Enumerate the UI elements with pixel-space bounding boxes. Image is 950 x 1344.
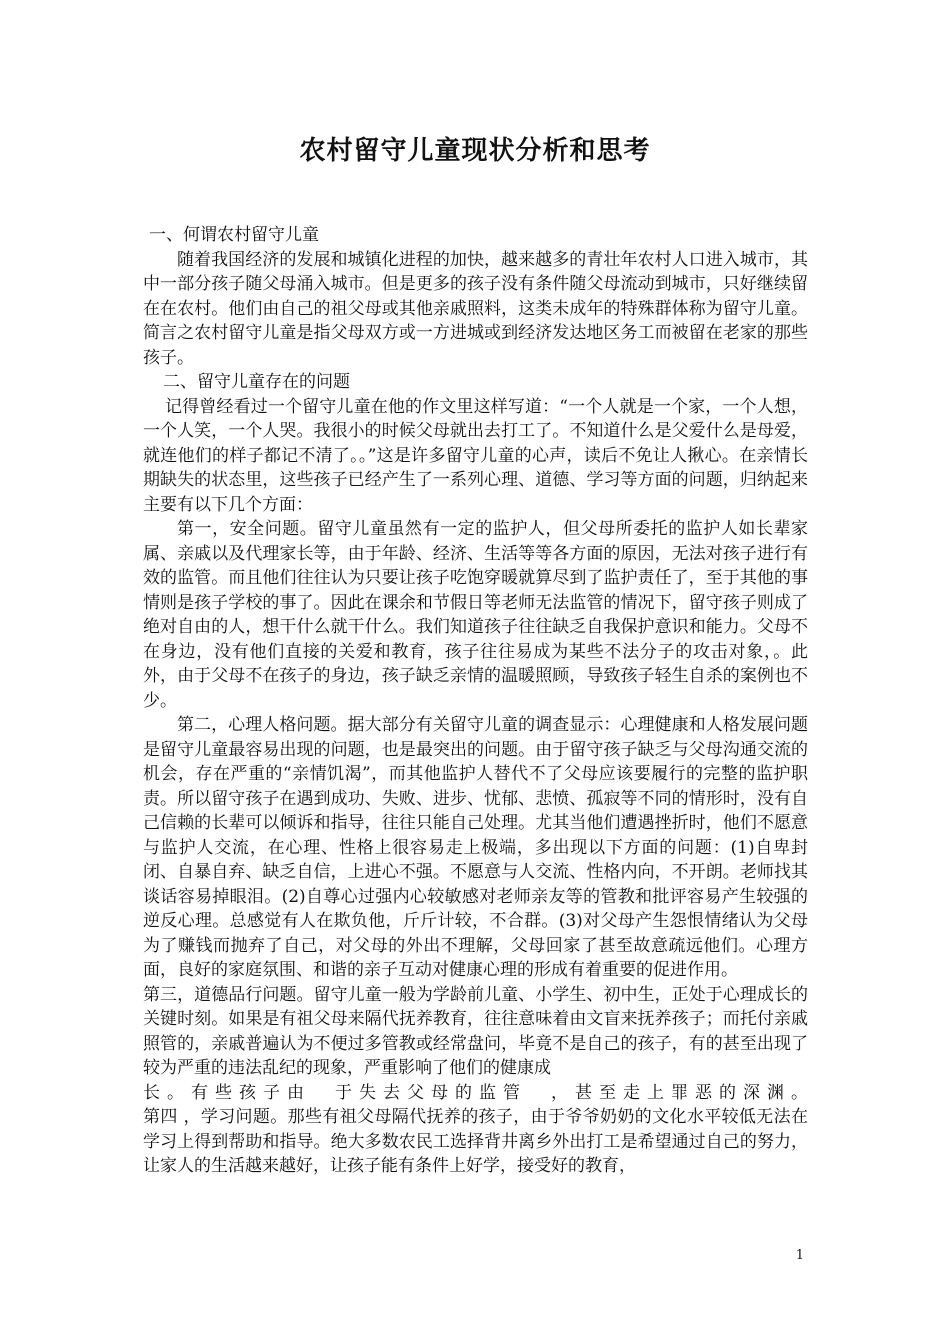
- paragraph-morality: 第三，道德品行问题。留守儿童一般为学龄前儿童、小学生、初中生，正处于心理成长的关键时刻。如果是有祖父母来隔代抚养教育，往往意味着由文盲来抚养孩子；而托付亲戚照管的，亲戚普遍认为不便过多管教或经常盘问，毕竟不是自己的孩子，有的甚至出现了较为严重的违法乱纪的现象，严重影响了他们的健康成: [143, 984, 808, 1078]
- paragraph-safety: 第一，安全问题。留守儿童虽然有一定的监护人，但父母所委托的监护人如长辈家属、亲戚以及代理家长等，由于年龄、经济、生活等等各方面的原因，无法对孩子进行有效的监管。而且他们往往认为只要让孩子吃饱穿暖就算尽到了监护责任了，至于其他的事情则是孩子学校的事了。因此在课余和节假日等老师无法监管的情况下，留守孩子则成了绝对自由的人，想干什么就干什么。我们知道孩子往往缺乏自我保护意识和能力。父母不在身边，没有他们直接的关爱和教育，孩子往往易成为某些不法分子的攻击对象，。此外，由于父母不在孩子的身边，孩子缺乏亲情的温暖照顾，导致孩子轻生自杀的案例也不少。: [143, 519, 808, 711]
- section-heading-2: 二、留守儿童存在的问题: [163, 372, 350, 392]
- document-body: [143, 223, 808, 1179]
- paragraph-quote: 记得曾经看过一个留守儿童在他的作文里这样写道：“一个人就是一个家，一个人想，一个人笑，一个人哭。我很小的时候父母就出去打工了。不知道什么是父爱什么是母爱，就连他们的样子都记不清了。。”这是许多留守儿童的心声，读后不免让人揪心。在亲情长期缺失的状态里，这些孩子已经产生了一系列心理、道德、学习等方面的问题，归纳起来主要有以下几个方面：: [143, 396, 808, 515]
- paragraph-morality-spread-line: 长 。 有 些 孩 子 由 于 失 去 父 母 的 监 管 ， 甚 至 走 上 罪 恶 的 深 渊 。: [143, 1082, 808, 1103]
- paragraph-psychology: 第二，心理人格问题。据大部分有关留守儿童的调查显示：心理健康和人格发展问题是留守儿童最容易出现的问题，也是最突出的问题。由于留守孩子缺乏与父母沟通交流的机会，存在严重的“亲情饥渴”，而其他监护人替代不了父母应该要履行的完整的监护职责。所以留守孩子在遇到成功、失败、进步、忧郁、悲愤、孤寂等不同的情形时，没有自己信赖的长辈可以倾诉和指导，往往只能自己处理。尤其当他们遭遇挫折时，他们不愿意与监护人交流，在心理、性格上很容易走上极端，多出现以下方面的问题：(1)自卑封闭、自暴自弃、缺乏自信，上进心不强。不愿意与人交流、性格内向，不开朗。老师找其谈话容易掉眼泪。(2)自尊心过强内心较敏感对老师亲友等的管教和批评容易产生较强的逆反心理。总感觉有人在欺负他，斤斤计较，不合群。(3)对父母产生怨恨情绪认为父母为了赚钱而抛弃了自己，对父母的外出不理解，父母回家了甚至故意疏远他们。心理方面，良好的家庭氛围、和谐的亲子互动对健康心理的形成有着重要的促进作用。: [143, 715, 808, 980]
- page-number: 1: [795, 1248, 804, 1263]
- document-title: 农村留守儿童现状分析和思考: [299, 136, 651, 166]
- paragraph-definition: 随着我国经济的发展和城镇化进程的加快，越来越多的青壮年农村人口进入城市，其中一部分孩子随父母涌入城市。但是更多的孩子没有条件随父母流动到城市，只好继续留在在农村。他们由自己的祖父母或其他亲戚照料，这类未成年的特殊群体称为留守儿童。简言之农村留守儿童是指父母双方或一方进城或到经济发达地区务工而被留在老家的那些孩子。: [143, 249, 808, 368]
- paragraph-study: 第四 ，学习问题。那些有祖父母隔代抚养的孩子，由于爷爷奶奶的文化水平较低无法在学习上得到帮助和指导。绝大多数农民工选择背井离乡外出打工是希望通过自己的努力，让家人的生活越来越好，让孩子能有条件上好学，接受好的教育，: [143, 1107, 808, 1176]
- section-heading-1: 一、何谓农村留守儿童: [149, 225, 319, 245]
